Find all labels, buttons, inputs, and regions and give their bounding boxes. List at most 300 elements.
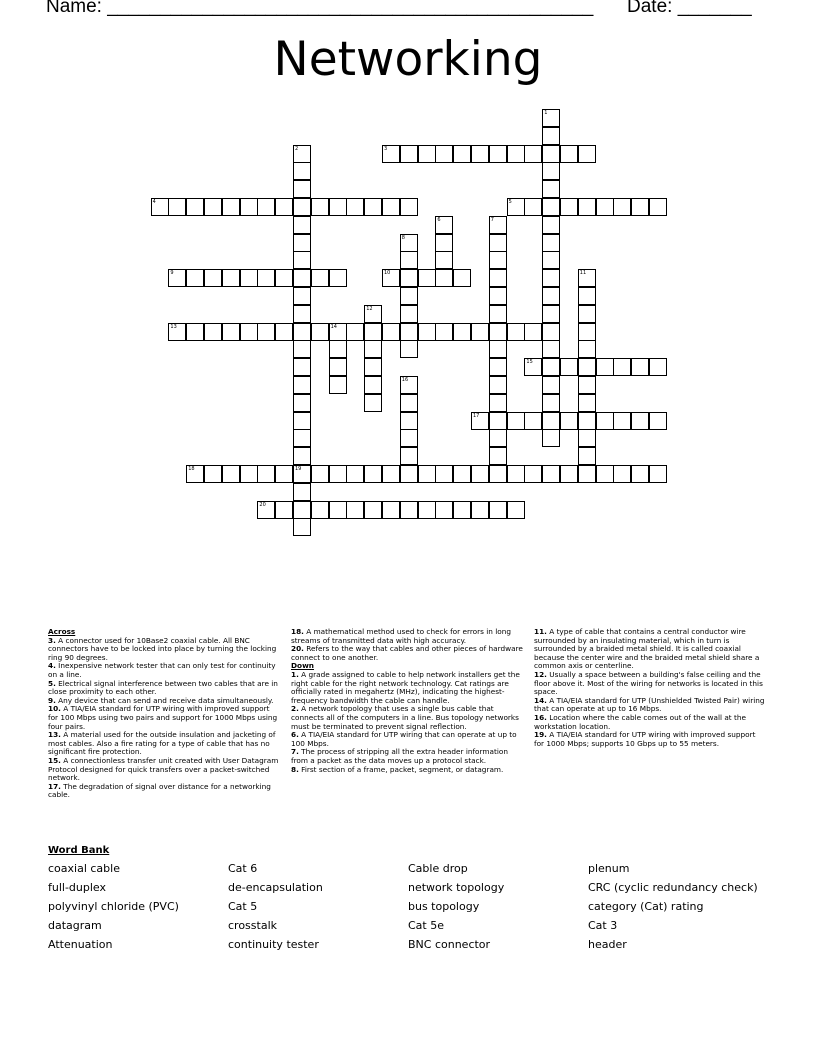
crossword-cell[interactable] (364, 305, 382, 323)
clue-number-label: 11. (534, 627, 547, 636)
crossword-cell[interactable] (524, 465, 542, 483)
crossword-cell[interactable] (578, 394, 596, 412)
crossword-cell[interactable] (542, 145, 560, 163)
crossword-cell[interactable] (471, 412, 489, 430)
crossword-cell[interactable] (293, 323, 311, 341)
crossword-cell[interactable] (311, 323, 329, 341)
crossword-cell[interactable] (364, 323, 382, 341)
crossword-cell[interactable] (382, 465, 400, 483)
crossword-cell[interactable] (435, 269, 453, 287)
clue-number: 20 (259, 501, 266, 508)
crossword-cell[interactable] (257, 465, 275, 483)
crossword-cell[interactable] (311, 465, 329, 483)
crossword-cell[interactable] (489, 251, 507, 269)
word-bank-item: BNC connector (408, 938, 491, 951)
clue-number-label: 8. (291, 764, 299, 774)
crossword-cell[interactable] (578, 340, 596, 358)
crossword-cell[interactable] (489, 269, 507, 287)
crossword-cell[interactable] (471, 501, 489, 519)
clue-number: 13 (170, 323, 177, 330)
crossword-cell[interactable] (293, 429, 311, 447)
crossword-cell[interactable] (435, 251, 453, 269)
crossword-cell[interactable] (489, 287, 507, 305)
crossword-cell[interactable] (578, 323, 596, 341)
clue-number-label: 18. (291, 627, 304, 636)
clue-item (534, 671, 766, 697)
crossword-cell[interactable] (542, 162, 560, 180)
crossword-cell[interactable] (293, 412, 311, 430)
crossword-cell[interactable] (596, 358, 614, 376)
clue-item (291, 748, 523, 765)
clue-number-label: 13. (48, 730, 61, 740)
crossword-cell[interactable] (204, 465, 222, 483)
crossword-cell[interactable] (346, 198, 364, 216)
crossword-cell[interactable] (542, 465, 560, 483)
crossword-cell[interactable] (293, 145, 311, 163)
crossword-cell[interactable] (578, 305, 596, 323)
crossword-cell[interactable] (524, 412, 542, 430)
word-bank-item: de-encapsulation (228, 881, 323, 894)
crossword-cell[interactable] (542, 323, 560, 341)
crossword-cell[interactable] (524, 323, 542, 341)
crossword-cell[interactable] (435, 145, 453, 163)
clue-text: A TIA/EIA standard for UTP wiring with improved support for 100 Mbps using two pairs and support for 1000 Mbps using four pairs. (48, 704, 278, 731)
word-bank-item: header (588, 938, 627, 951)
clue-item (291, 731, 523, 748)
page-title: Networking (273, 32, 543, 87)
crossword-cell[interactable] (578, 447, 596, 465)
crossword-cell[interactable] (293, 340, 311, 358)
crossword-cell[interactable] (489, 145, 507, 163)
crossword-cell[interactable] (524, 358, 542, 376)
crossword-cell[interactable] (293, 518, 311, 536)
crossword-cell[interactable] (613, 412, 631, 430)
clue-text: Electrical signal interference between two cables that are in close proximity to each other. (48, 678, 278, 697)
crossword-cell[interactable] (507, 145, 525, 163)
clue-number-label: 10. (48, 704, 61, 714)
crossword-cell[interactable] (186, 198, 204, 216)
crossword-cell[interactable] (400, 305, 418, 323)
crossword-cell[interactable] (222, 465, 240, 483)
crossword-cell[interactable] (631, 412, 649, 430)
crossword-cell[interactable] (542, 394, 560, 412)
crossword-cell[interactable] (382, 323, 400, 341)
crossword-cell[interactable] (542, 109, 560, 127)
crossword-cell[interactable] (489, 340, 507, 358)
crossword-cell[interactable] (613, 465, 631, 483)
crossword-cell[interactable] (542, 180, 560, 198)
crossword-cell[interactable] (507, 465, 525, 483)
crossword-cell[interactable] (507, 323, 525, 341)
clue-item (291, 628, 523, 645)
crossword-cell[interactable] (435, 501, 453, 519)
clue-number: 11 (579, 270, 587, 277)
crossword-cell[interactable] (542, 358, 560, 376)
crossword-cell[interactable] (293, 216, 311, 234)
clue-number: 6 (437, 216, 441, 223)
crossword-cell[interactable] (631, 358, 649, 376)
crossword-cell[interactable] (542, 287, 560, 305)
crossword-cell[interactable] (329, 501, 347, 519)
crossword-cell[interactable] (596, 412, 614, 430)
crossword-cell[interactable] (400, 234, 418, 252)
clue-text: Location where the cable comes out of the wall at the workstation location. (534, 712, 746, 731)
crossword-cell[interactable] (435, 323, 453, 341)
crossword-cell[interactable] (400, 145, 418, 163)
clue-number: 9 (170, 270, 174, 277)
word-bank-item: Cat 6 (228, 862, 258, 875)
crossword-cell[interactable] (489, 429, 507, 447)
crossword-cell[interactable] (257, 269, 275, 287)
crossword-cell[interactable] (400, 465, 418, 483)
clues-column-1 (48, 628, 280, 800)
crossword-cell[interactable] (489, 358, 507, 376)
crossword-cell[interactable] (542, 234, 560, 252)
crossword-cell[interactable] (293, 198, 311, 216)
crossword-cell[interactable] (542, 305, 560, 323)
crossword-cell[interactable] (275, 501, 293, 519)
crossword-cell[interactable] (329, 376, 347, 394)
crossword-cell[interactable] (400, 251, 418, 269)
crossword-cell[interactable] (489, 465, 507, 483)
crossword-cell[interactable] (346, 465, 364, 483)
clue-item (534, 697, 766, 714)
crossword-cell[interactable] (507, 198, 525, 216)
clue-number: 12 (366, 305, 373, 312)
clue-section-heading: Across (48, 627, 76, 636)
crossword-cell[interactable] (400, 287, 418, 305)
clue-text: A mathematical method used to check for errors in long streams of transmitted data with high accuracy. (291, 627, 511, 645)
crossword-cell[interactable] (293, 287, 311, 305)
crossword-cell[interactable] (293, 162, 311, 180)
clue-number: 8 (401, 234, 405, 241)
clue-text: A TIA/EIA standard for UTP wiring that can operate at up to 100 Mbps. (291, 730, 517, 748)
clue-number: 18 (188, 466, 195, 472)
crossword-cell[interactable] (329, 340, 347, 358)
clue-item (291, 671, 523, 705)
crossword-cell[interactable] (560, 358, 578, 376)
clue-number-label: 15. (48, 755, 61, 765)
crossword-cell[interactable] (524, 145, 542, 163)
crossword-cell[interactable] (489, 447, 507, 465)
crossword-cell[interactable] (275, 465, 293, 483)
clue-number-label: 5. (48, 678, 56, 688)
crossword-cell[interactable] (453, 269, 471, 287)
crossword-cell[interactable] (204, 269, 222, 287)
crossword-cell[interactable] (471, 465, 489, 483)
crossword-cell[interactable] (293, 251, 311, 269)
crossword-cell[interactable] (293, 376, 311, 394)
clue-item (291, 766, 523, 775)
clue-item (48, 662, 280, 679)
crossword-cell[interactable] (364, 501, 382, 519)
word-bank-item: Attenuation (48, 938, 113, 951)
crossword-cell[interactable] (275, 323, 293, 341)
crossword-cell[interactable] (489, 323, 507, 341)
clue-text: The process of stripping all the extra header information from a packet as the data moves up a protocol stack. (291, 747, 508, 765)
crossword-cell[interactable] (275, 269, 293, 287)
clue-number: 7 (490, 216, 494, 223)
clue-item (48, 705, 280, 731)
crossword-cell[interactable] (542, 251, 560, 269)
crossword-cell[interactable] (311, 501, 329, 519)
crossword-cell[interactable] (240, 323, 258, 341)
crossword-cell[interactable] (453, 465, 471, 483)
crossword-cell[interactable] (418, 323, 436, 341)
crossword-cell[interactable] (418, 145, 436, 163)
word-bank-item: plenum (588, 862, 630, 875)
crossword-cell[interactable] (240, 198, 258, 216)
crossword-cell[interactable] (578, 198, 596, 216)
clue-section-heading: Down (291, 661, 315, 671)
clue-text: First section of a frame, packet, segment, or datagram. (298, 764, 504, 774)
crossword-cell[interactable] (489, 216, 507, 234)
crossword-cell[interactable] (578, 269, 596, 287)
crossword-cell[interactable] (400, 376, 418, 394)
crossword-cell[interactable] (293, 483, 311, 501)
crossword-cell[interactable] (524, 198, 542, 216)
crossword-cell[interactable] (542, 376, 560, 394)
word-bank-title: Word Bank (48, 845, 110, 856)
crossword-cell[interactable] (400, 429, 418, 447)
crossword-cell[interactable] (507, 501, 525, 519)
crossword-cell[interactable] (453, 145, 471, 163)
crossword-cell[interactable] (204, 323, 222, 341)
crossword-cell[interactable] (435, 465, 453, 483)
clue-item (48, 637, 280, 663)
crossword-cell[interactable] (222, 323, 240, 341)
crossword-cell[interactable] (240, 269, 258, 287)
crossword-cell[interactable] (293, 180, 311, 198)
crossword-cell[interactable] (293, 465, 311, 483)
word-bank-item: crosstalk (228, 919, 278, 932)
crossword-cell[interactable] (382, 269, 400, 287)
crossword-cell[interactable] (560, 145, 578, 163)
crossword-cell[interactable] (364, 358, 382, 376)
crossword-cell[interactable] (186, 323, 204, 341)
clue-text: A TIA/EIA standard for UTP (Unshielded Twisted Pair) wiring that can operate at up to 16 Mbps. (534, 695, 765, 714)
crossword-cell[interactable] (400, 340, 418, 358)
crossword-cell[interactable] (168, 269, 186, 287)
crossword-cell[interactable] (578, 376, 596, 394)
crossword-cell[interactable] (329, 269, 347, 287)
crossword-cell[interactable] (489, 234, 507, 252)
clue-number-label: 3. (48, 635, 56, 645)
word-bank-item: bus topology (408, 900, 480, 913)
crossword-cell[interactable] (364, 394, 382, 412)
crossword-cell[interactable] (400, 269, 418, 287)
crossword-cell[interactable] (453, 323, 471, 341)
crossword-cell[interactable] (364, 465, 382, 483)
crossword-cell[interactable] (453, 501, 471, 519)
crossword-cell[interactable] (346, 501, 364, 519)
crossword-cell[interactable] (560, 465, 578, 483)
crossword-cell[interactable] (257, 198, 275, 216)
clue-item (48, 731, 280, 757)
clue-number-label: 16. (534, 712, 547, 722)
crossword-cell[interactable] (151, 198, 169, 216)
crossword-cell[interactable] (400, 447, 418, 465)
crossword-cell[interactable] (418, 501, 436, 519)
clue-number-label: 12. (534, 669, 547, 679)
crossword-cell[interactable] (507, 412, 525, 430)
crossword-cell[interactable] (649, 358, 667, 376)
word-bank-item: datagram (48, 919, 102, 932)
name-field-label: Name: ______________________________________________ (46, 0, 594, 17)
word-bank-item: Cat 5e (408, 919, 444, 932)
clue-number-label: 19. (534, 730, 547, 740)
crossword-cell[interactable] (311, 198, 329, 216)
crossword-cell[interactable] (293, 305, 311, 323)
crossword-cell[interactable] (364, 340, 382, 358)
clue-item (48, 757, 280, 783)
crossword-cell[interactable] (489, 394, 507, 412)
crossword-cell[interactable] (631, 465, 649, 483)
crossword-cell[interactable] (293, 447, 311, 465)
crossword-cell[interactable] (542, 412, 560, 430)
clue-number-label: 17. (48, 781, 61, 791)
clue-text: A material used for the outside insulation and jacketing of most cables. Also a fire rating for a type of cable that has no significant fire protection. (48, 730, 276, 757)
word-bank-item: category (Cat) rating (588, 900, 704, 913)
clue-number: 17 (473, 412, 480, 419)
crossword-cell[interactable] (631, 198, 649, 216)
crossword-cell[interactable] (542, 198, 560, 216)
clue-text: A TIA/EIA standard for UTP wiring with improved support for 1000 Mbps; supports 10 Gbps up to 55 meters. (534, 730, 756, 748)
crossword-cell[interactable] (222, 269, 240, 287)
clue-number: 19 (295, 466, 302, 472)
crossword-cell[interactable] (489, 412, 507, 430)
crossword-cell[interactable] (471, 145, 489, 163)
crossword-cell[interactable] (275, 198, 293, 216)
clue-text: A grade assigned to cable to help network installers get the right cable for the right network technology. Cat ratings are officially rated in megahertz (MHz), indicating the highest-frequency bandwidth the cable can handle. (291, 669, 520, 705)
clue-number-label: 4. (48, 661, 56, 671)
clue-number-label: 1. (291, 669, 299, 679)
crossword-cell[interactable] (596, 465, 614, 483)
clue-text: A connectionless transfer unit created with User Datagram Protocol designed for quick transfers over a packet-switched network. (48, 755, 279, 783)
crossword-cell[interactable] (649, 465, 667, 483)
crossword-cell[interactable] (578, 287, 596, 305)
crossword-cell[interactable] (578, 465, 596, 483)
crossword-cell[interactable] (293, 501, 311, 519)
crossword-cell[interactable] (489, 305, 507, 323)
crossword-cell[interactable] (346, 323, 364, 341)
crossword-cell[interactable] (471, 323, 489, 341)
clue-text: Usually a space between a building's false ceiling and the floor above it. Most of the wiring for networks is located in this space. (534, 669, 763, 697)
crossword-cell[interactable] (418, 269, 436, 287)
crossword-cell[interactable] (293, 358, 311, 376)
crossword-cell[interactable] (489, 501, 507, 519)
crossword-cell[interactable] (240, 465, 258, 483)
crossword-cell[interactable] (382, 501, 400, 519)
crossword-cell[interactable] (293, 269, 311, 287)
crossword-cell[interactable] (382, 145, 400, 163)
crossword-cell[interactable] (613, 358, 631, 376)
crossword-cell[interactable] (613, 198, 631, 216)
clue-text: Refers to the way that cables and other pieces of hardware connect to one another. (291, 644, 523, 662)
crossword-cell[interactable] (649, 412, 667, 430)
clue-number: 10 (384, 270, 391, 277)
crossword-cell[interactable] (168, 323, 186, 341)
crossword-cell[interactable] (542, 429, 560, 447)
crossword-cell[interactable] (293, 234, 311, 252)
word-bank-item: Cat 5 (228, 900, 258, 913)
date-field-label: Date: _______ (627, 0, 752, 17)
crossword-cell[interactable] (204, 198, 222, 216)
clue-text: A network topology that uses a single bus cable that connects all of the computers in a line. Bus topology networks must be terminated to prevent signal reflection. (291, 704, 519, 731)
word-bank-item: continuity tester (228, 938, 319, 951)
word-bank (48, 862, 788, 962)
crossword-cell[interactable] (400, 501, 418, 519)
crossword-cell[interactable] (542, 127, 560, 145)
crossword-cell[interactable] (596, 198, 614, 216)
clue-number: 16 (401, 377, 409, 383)
crossword-cell[interactable] (560, 412, 578, 430)
crossword-cell[interactable] (257, 501, 275, 519)
crossword-cell[interactable] (222, 198, 240, 216)
crossword-cell[interactable] (435, 234, 453, 252)
crossword-cell[interactable] (311, 269, 329, 287)
crossword-cell[interactable] (329, 323, 347, 341)
crossword-cell[interactable] (257, 323, 275, 341)
clue-number: 3 (384, 145, 388, 152)
crossword-cell[interactable] (400, 412, 418, 430)
clue-text: The degradation of signal over distance for a networking cable. (48, 781, 271, 800)
clue-item (534, 714, 766, 731)
clues-column-2 (291, 628, 523, 774)
crossword-cell[interactable] (364, 198, 382, 216)
crossword-cell[interactable] (382, 198, 400, 216)
crossword-cell[interactable] (578, 145, 596, 163)
crossword-cell[interactable] (400, 323, 418, 341)
clue-number-label: 20. (291, 644, 304, 654)
crossword-cell[interactable] (418, 465, 436, 483)
crossword-cell[interactable] (364, 376, 382, 394)
clue-number: 14 (330, 323, 337, 330)
crossword-cell[interactable] (489, 376, 507, 394)
clue-number-label: 2. (291, 704, 299, 714)
word-bank-item: Cable drop (408, 862, 468, 875)
crossword-cell[interactable] (329, 198, 347, 216)
clue-item (48, 783, 280, 800)
crossword-cell[interactable] (435, 216, 453, 234)
crossword-cell[interactable] (578, 429, 596, 447)
crossword-cell[interactable] (186, 269, 204, 287)
crossword-cell[interactable] (542, 216, 560, 234)
clue-text: Any device that can send and receive data simultaneously. (55, 695, 274, 705)
clue-text: A connector used for 10Base2 coaxial cable. All BNC connectors have to be locked into place by turning the locking ring 90 degrees. (48, 635, 277, 662)
crossword-cell[interactable] (329, 465, 347, 483)
word-bank-item: polyvinyl chloride (PVC) (48, 900, 179, 913)
clue-item (291, 705, 523, 731)
clue-item (48, 680, 280, 697)
crossword-cell[interactable] (578, 412, 596, 430)
crossword-cell[interactable] (542, 269, 560, 287)
crossword-cell[interactable] (186, 465, 204, 483)
crossword-cell[interactable] (649, 198, 667, 216)
clue-item (291, 645, 523, 662)
crossword-cell[interactable] (168, 198, 186, 216)
crossword-cell[interactable] (329, 358, 347, 376)
clue-number-label: 14. (534, 695, 547, 705)
crossword-cell[interactable] (578, 358, 596, 376)
clues-column-3 (534, 628, 766, 748)
crossword-cell[interactable] (400, 394, 418, 412)
crossword-cell[interactable] (542, 340, 560, 358)
clue-number: 2 (295, 145, 299, 152)
crossword-cell[interactable] (400, 198, 418, 216)
crossword-cell[interactable] (560, 198, 578, 216)
crossword-cell[interactable] (293, 394, 311, 412)
